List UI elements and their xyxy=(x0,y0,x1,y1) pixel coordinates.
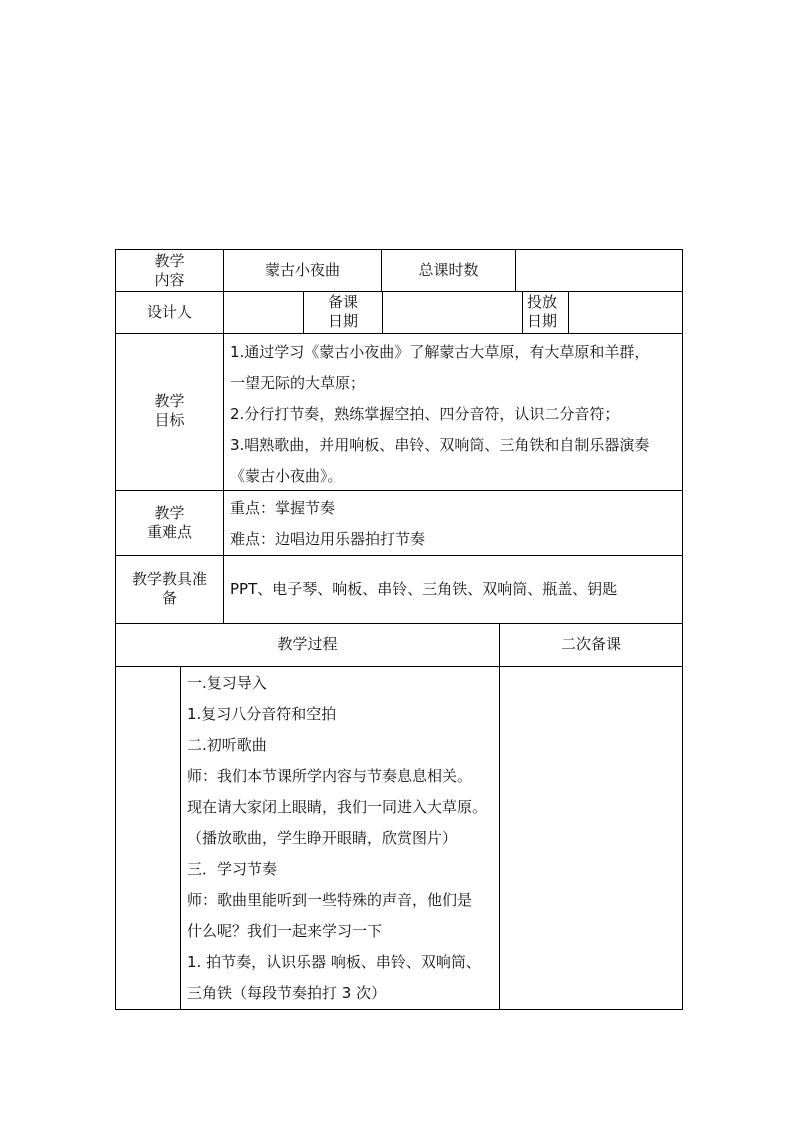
col-divider xyxy=(382,291,383,333)
process-line: 1. 拍节奏，认识乐器 响板、串铃、双响筒、 xyxy=(187,953,481,971)
row-divider xyxy=(116,666,682,667)
row-divider xyxy=(116,333,682,334)
process-line: 二.初听歌曲 xyxy=(187,736,267,754)
delivery-date-label: 投放 日期 xyxy=(527,293,558,330)
process-line: 三．学习节奏 xyxy=(187,860,278,878)
prep-date-label: 备课 日期 xyxy=(327,293,358,330)
lesson-plan-table xyxy=(115,249,683,1010)
keypoints-list xyxy=(230,493,680,555)
content-value: 蒙古小夜曲 xyxy=(264,261,340,279)
tools-label: 教学教具准 备 xyxy=(131,570,207,607)
focus-text: 重点：掌握节奏 xyxy=(230,499,336,517)
process-line: 现在请大家闭上眼睛，我们一同进入大草原。 xyxy=(187,798,488,816)
process-line: （播放歌曲，学生睁开眼睛，欣赏图片） xyxy=(187,829,458,847)
goals-list xyxy=(230,337,680,492)
row-divider xyxy=(116,623,682,624)
process-header: 教学过程 xyxy=(277,635,338,653)
process-line: 什么呢？我们一起来学习一下 xyxy=(187,922,383,940)
col-divider xyxy=(180,666,181,1009)
tools-value: PPT、电子琴、响板、串铃、三角铁、双响筒、瓶盖、钥匙 xyxy=(230,580,618,598)
col-divider xyxy=(515,250,516,291)
goal-line: 一望无际的大草原； xyxy=(230,374,366,392)
process-line: 1.复习八分音符和空拍 xyxy=(187,705,337,723)
hours-label: 总课时数 xyxy=(418,261,479,279)
goal-line: 3.唱熟歌曲，并用响板、串铃、双响筒、三角铁和自制乐器演奏 xyxy=(230,436,650,454)
process-line: 师：我们本节课所学内容与节奏息息相关。 xyxy=(187,767,473,785)
goals-label: 教学 目标 xyxy=(154,392,185,429)
row-divider xyxy=(116,291,682,292)
secondary-prep-header: 二次备课 xyxy=(560,635,621,653)
col-divider xyxy=(499,623,500,1009)
col-divider xyxy=(223,250,224,623)
difficulty-text: 难点：边唱边用乐器拍打节奏 xyxy=(230,530,426,548)
goal-line: 2.分行打节奏，熟练掌握空拍、四分音符，认识二分音符； xyxy=(230,405,620,423)
col-divider xyxy=(568,291,569,333)
goal-line: 《蒙古小夜曲》。 xyxy=(230,467,343,485)
designer-label: 设计人 xyxy=(146,303,192,321)
process-line: 三角铁（每段节奏拍打 3 次） xyxy=(187,984,387,1002)
process-steps xyxy=(187,668,497,1009)
process-line: 一.复习导入 xyxy=(187,674,267,692)
process-line: 师：歌曲里能听到一些特殊的声音，他们是 xyxy=(187,891,473,909)
goal-line: 1.通过学习《蒙古小夜曲》了解蒙古大草原，有大草原和羊群， xyxy=(230,343,650,361)
row-divider xyxy=(116,555,682,556)
content-label: 教学 内容 xyxy=(154,252,185,289)
keypoints-label: 教学 重难点 xyxy=(146,504,192,541)
col-divider xyxy=(522,291,523,333)
